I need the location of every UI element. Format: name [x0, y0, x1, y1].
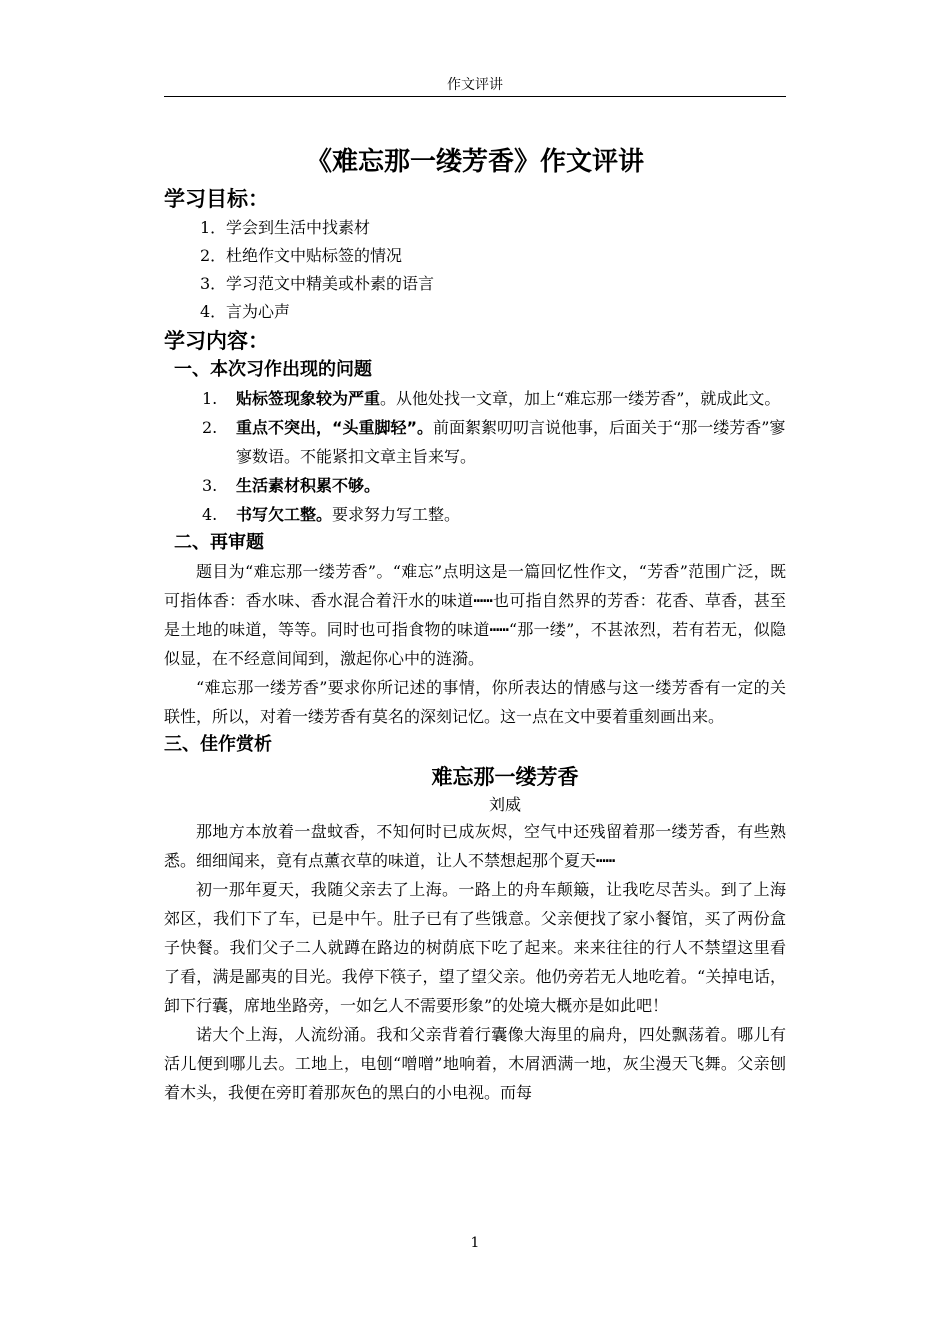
essay-paragraph: 那地方本放着一盘蚊香，不知何时已成灰烬，空气中还残留着那一缕芳香，有些熟悉。细细闻来，竟有点薰衣草的味道，让人不禁想起那个夏天┅┅ — [164, 822, 786, 870]
running-header: 作文评讲 — [447, 77, 503, 93]
problems-heading: 一、本次习作出现的问题 — [174, 359, 372, 380]
header-rule — [164, 96, 786, 97]
problem-item — [164, 500, 786, 529]
goal-text: 言为心声 — [226, 302, 291, 321]
problem-number: 1. — [202, 389, 218, 408]
problem-number: 2. — [202, 418, 218, 437]
essay-author: 刘威 — [488, 795, 521, 814]
problems-list — [164, 384, 786, 529]
goal-text: 学习范文中精美或朴素的语言 — [226, 274, 435, 293]
goal-item — [164, 270, 786, 298]
goal-number: 1． — [200, 218, 227, 237]
essay-paragraph: 初一那年夏天，我随父亲去了上海。一路上的舟车颠簸，让我吃尽苦头。到了上海郊区，我们下了车，已是中午。肚子已有了些饿意。父亲便找了家小餐馆，买了两份盒子快餐。我们父子二人就蹲在路边的树荫底下吃了起来。来来往往的行人不禁望这里看了看，满是鄙夷的目光。我停下筷子，望了望父亲。他仍旁若无人地吃着。“关掉电话，卸下行囊，席地坐路旁，一如乞人不需要形象”的处境大概亦是如此吧！ — [164, 880, 786, 1015]
goal-item — [164, 242, 786, 270]
essay-paragraph: 诺大个上海，人流纷涌。我和父亲背着行囊像大海里的扁舟，四处飘荡着。哪儿有活儿便到哪儿去。工地上，电刨“噌噌”地响着，木屑洒满一地，灰尘漫天飞舞。父亲刨着木头，我便在旁盯着那灰色的黑白的小电视。而每 — [164, 1025, 786, 1102]
goal-text: 学会到生活中找素材 — [226, 218, 371, 237]
reexamine-heading: 二、再审题 — [174, 532, 264, 553]
goal-number: 4． — [200, 302, 227, 321]
essay-title: 难忘那一缕芳香 — [431, 765, 579, 789]
problem-item — [164, 413, 786, 471]
problem-key: 书写欠工整。 — [236, 505, 333, 524]
goal-item — [164, 298, 786, 326]
problem-text: 要求努力写工整。 — [332, 505, 461, 524]
problem-number: 4. — [202, 505, 218, 524]
goal-text: 杜绝作文中贴标签的情况 — [226, 246, 403, 265]
goal-number: 3． — [200, 274, 227, 293]
problem-number: 3. — [202, 476, 218, 495]
document-title: 《难忘那一缕芳香》作文评讲 — [305, 147, 644, 177]
reexamine-paragraph: 题目为“难忘那一缕芳香”。“难忘”点明这是一篇回忆性作文，“芳香”范围广泛，既可指体香：香水味、香水混合着汗水的味道┅┅也可指自然界的芳香：花香、草香，甚至是土地的味道，等等。同时也可指食物的味道┅┅“那一缕”，不甚浓烈，若有若无，似隐似显，在不经意间闻到，激起你心中的涟漪。 — [164, 562, 786, 668]
goal-number: 2． — [200, 246, 227, 265]
page-content — [164, 140, 786, 1107]
goals-list — [164, 214, 786, 326]
content-heading: 学习内容： — [164, 329, 269, 353]
goal-item — [164, 214, 786, 242]
problem-key: 重点不突出，“头重脚轻”。 — [236, 418, 434, 437]
problem-text: 前面絮絮叨叨言说他事，后面关于“那一缕芳香”寥寥数语。不能紧扣文章主旨来写。 — [236, 418, 786, 466]
problem-item — [164, 384, 786, 413]
problem-item — [164, 471, 786, 500]
problem-key: 贴标签现象较为严重 — [236, 389, 381, 408]
essay-section-heading: 三、佳作赏析 — [164, 734, 272, 755]
problem-key: 生活素材积累不够。 — [236, 476, 381, 495]
reexamine-paragraph: “难忘那一缕芳香”要求你所记述的事情，你所表达的情感与这一缕芳香有一定的关联性，所以，对着一缕芳香有莫名的深刻记忆。这一点在文中要着重刻画出来。 — [164, 678, 786, 726]
goals-heading: 学习目标： — [164, 187, 269, 211]
problem-text: 。从他处找一文章，加上“难忘那一缕芳香”，就成此文。 — [380, 389, 781, 408]
page-number: 1 — [470, 1235, 480, 1251]
